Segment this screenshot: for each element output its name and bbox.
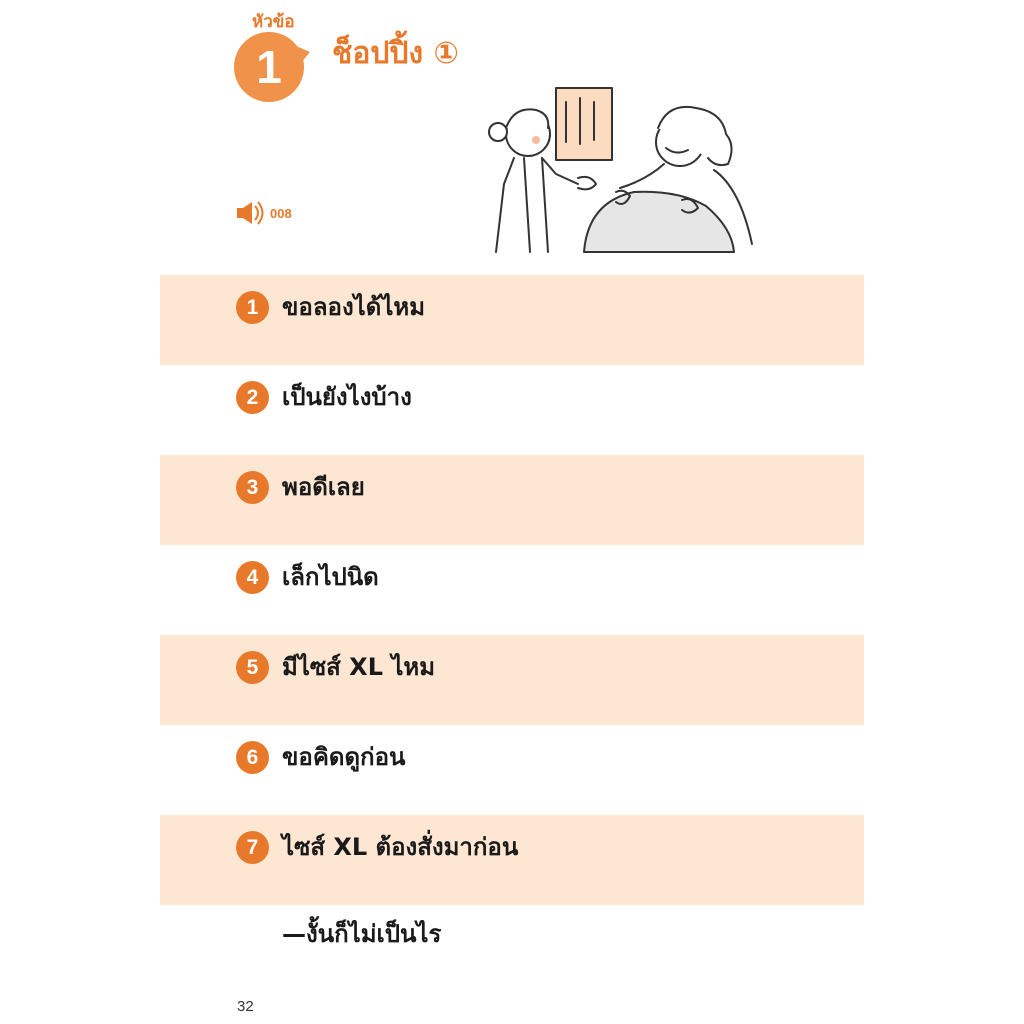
phrase-row bbox=[160, 545, 864, 635]
phrase-number-badge: 3 bbox=[236, 471, 269, 504]
phrase-row bbox=[160, 365, 864, 455]
shopping-scene-illustration bbox=[484, 84, 760, 256]
phrase-row bbox=[160, 815, 864, 905]
phrase-number-badge: 6 bbox=[236, 741, 269, 774]
phrase-response: —งั้นก็ไม่เป็นไร bbox=[282, 920, 442, 948]
audio-track-number: 008 bbox=[270, 205, 292, 221]
phrase-number-badge: 2 bbox=[236, 381, 269, 414]
phrase-row bbox=[160, 455, 864, 545]
page-title: ช็อปปิ้ง ① bbox=[332, 36, 459, 71]
phrase-list bbox=[160, 275, 864, 905]
topic-number-badge bbox=[234, 30, 310, 104]
phrase-text: เป็นยังไงบ้าง bbox=[282, 383, 412, 411]
phrase-text: ขอลองได้ไหม bbox=[282, 293, 426, 321]
phrase-text: เล็กไปนิด bbox=[282, 563, 379, 591]
phrase-number-badge: 5 bbox=[236, 651, 269, 684]
phrase-text: ขอคิดดูก่อน bbox=[282, 743, 406, 771]
phrase-number-badge: 1 bbox=[236, 291, 269, 324]
speaker-icon[interactable] bbox=[236, 200, 266, 226]
topic-number: 1 bbox=[256, 41, 282, 93]
phrase-number-badge: 4 bbox=[236, 561, 269, 594]
phrase-text: ไซส์ XL ต้องสั่งมาก่อน bbox=[282, 833, 519, 861]
phrase-text: พอดีเลย bbox=[282, 473, 365, 501]
topic-label: หัวข้อ bbox=[252, 12, 295, 32]
page-number: 32 bbox=[237, 998, 254, 1015]
phrase-row bbox=[160, 635, 864, 725]
phrase-row bbox=[160, 275, 864, 365]
phrase-text: มีไซส์ XL ไหม bbox=[282, 653, 436, 681]
audio-track-indicator[interactable] bbox=[236, 200, 292, 226]
phrase-row bbox=[160, 725, 864, 815]
phrase-number-badge: 7 bbox=[236, 831, 269, 864]
